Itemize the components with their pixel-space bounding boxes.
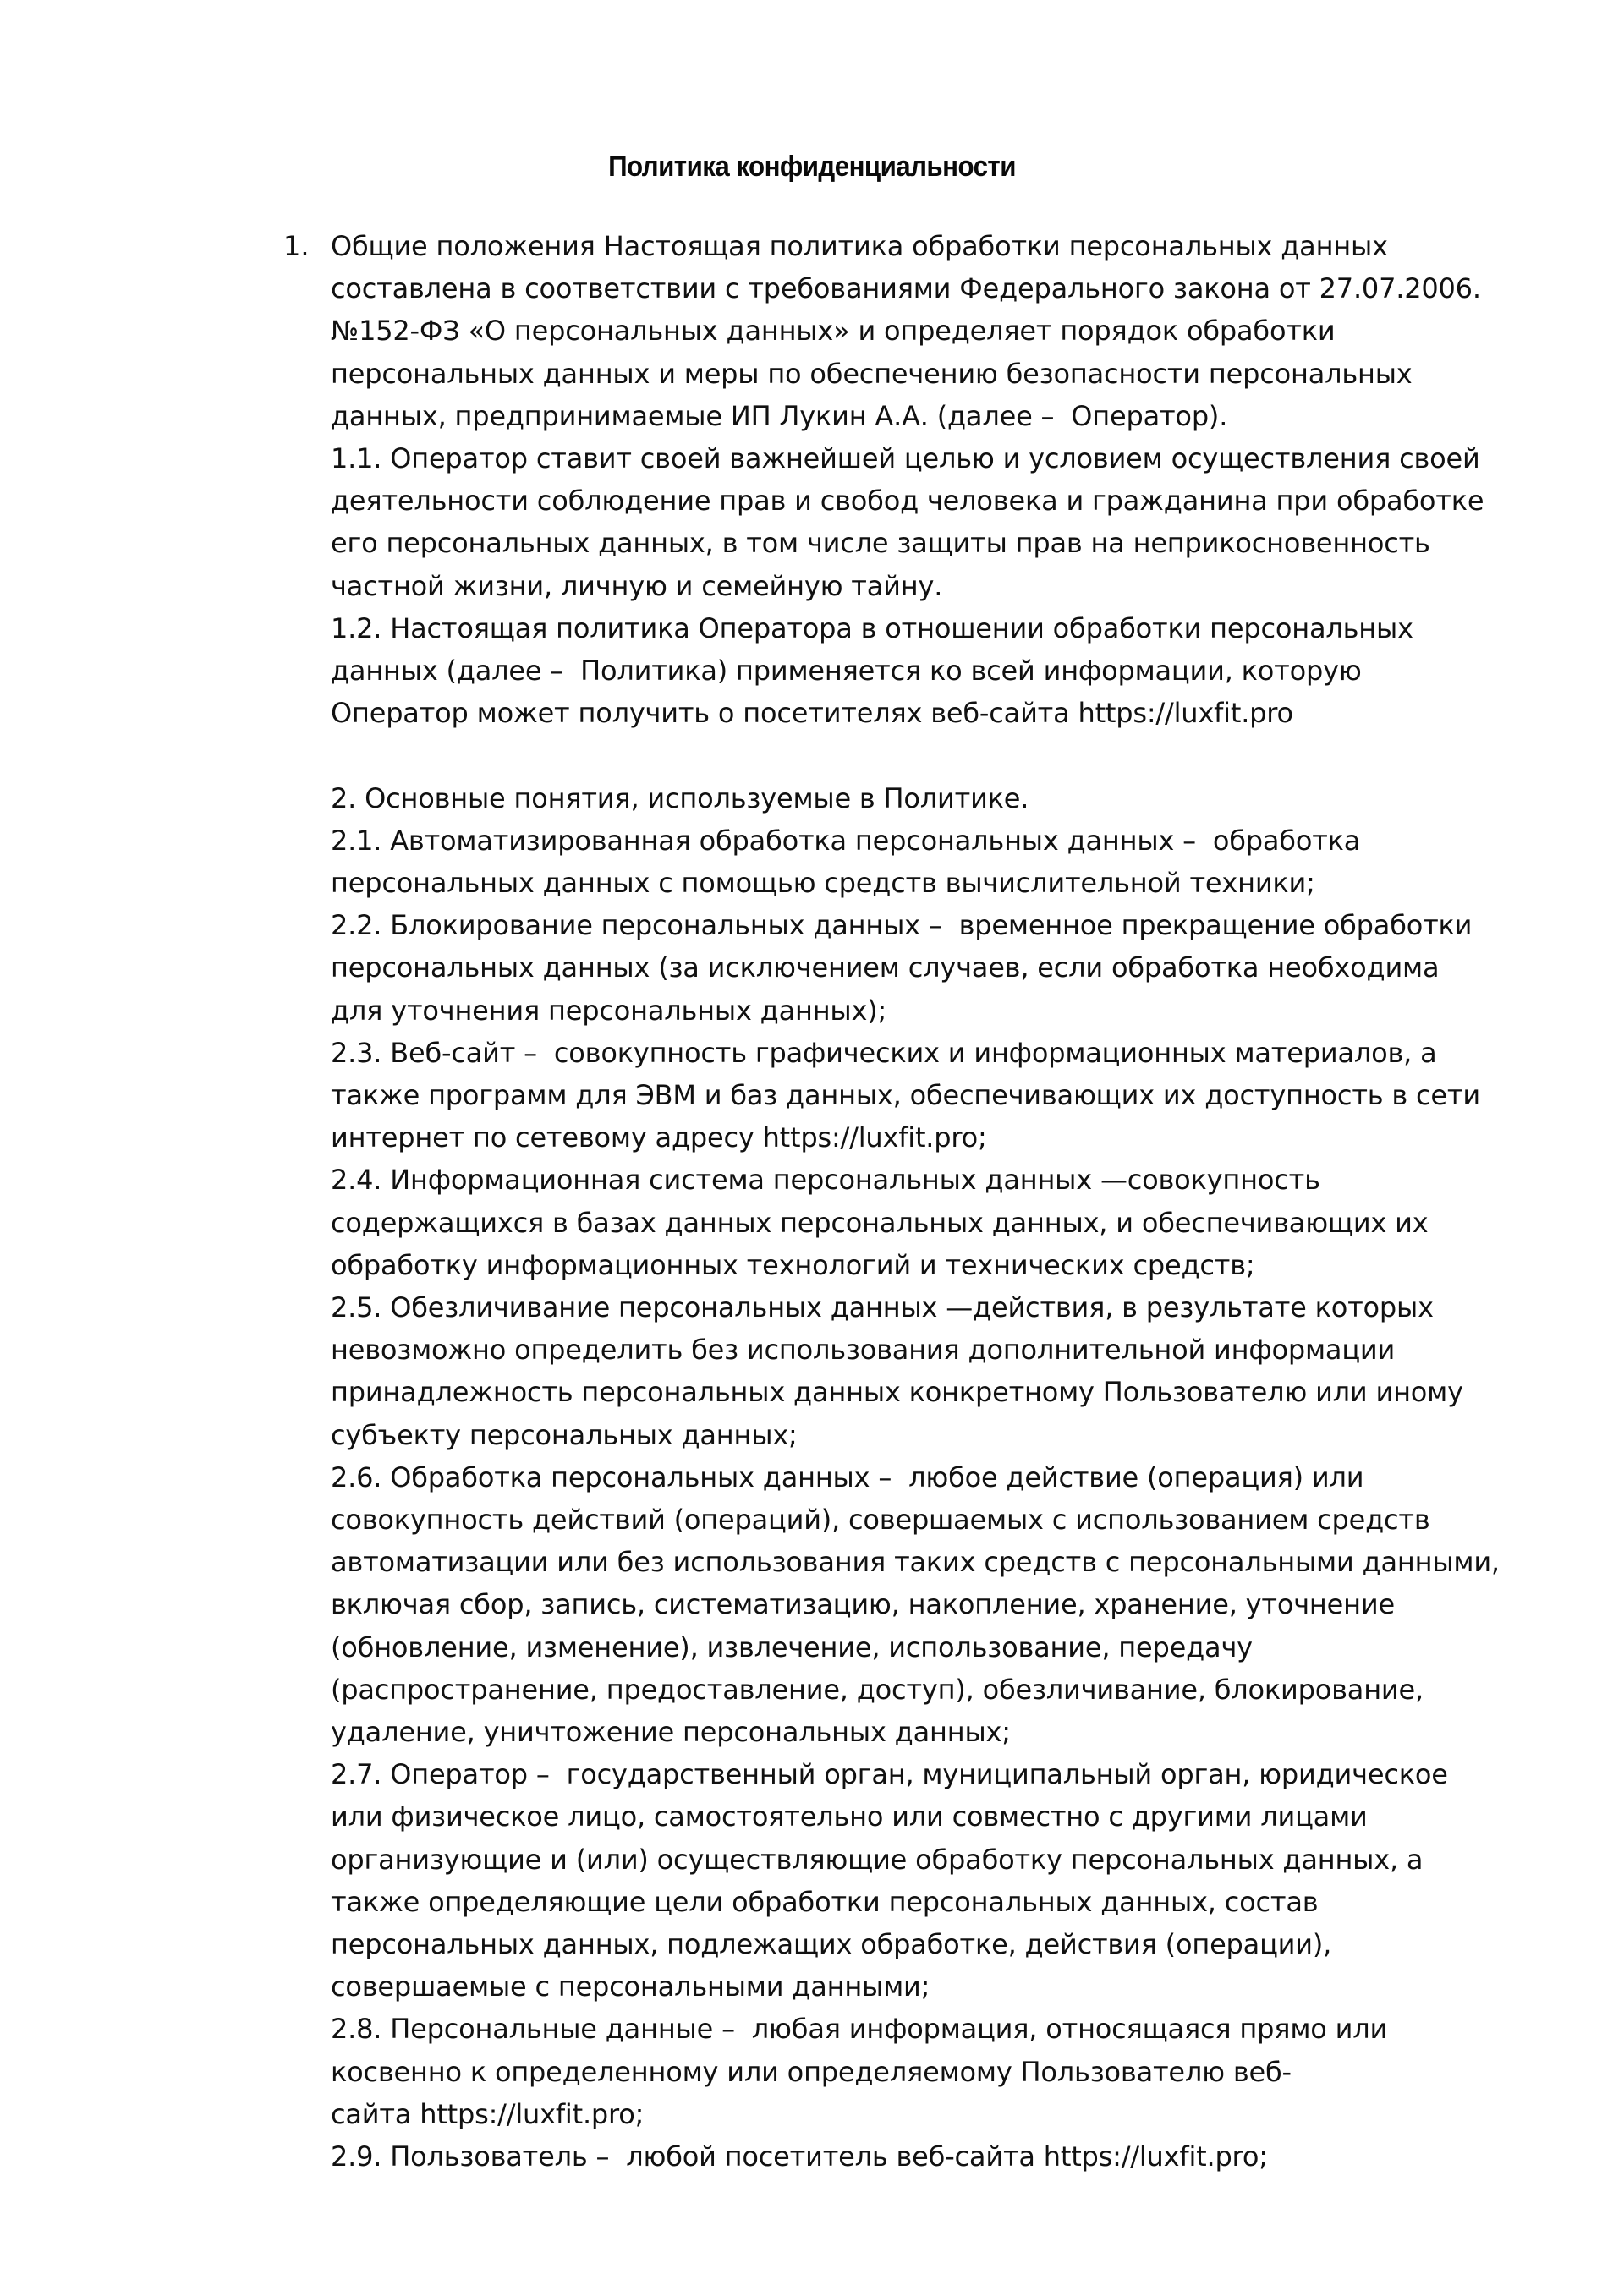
- body-line: содержащихся в базах данных персональных данных, и обеспечивающих их: [331, 1206, 1429, 1239]
- body-line: персональных данных, подлежащих обработке, действия (операции),: [331, 1928, 1332, 1960]
- body-line: автоматизации или без использования таких средств с персональными данными,: [331, 1546, 1500, 1579]
- body-line: 2.1. Автоматизированная обработка персональных данных – обработка: [331, 824, 1361, 857]
- body-line: (распространение, предоставление, доступ), обезличивание, блокирование,: [331, 1673, 1424, 1706]
- body-line: также программ для ЭВМ и баз данных, обеспечивающих их доступность в сети: [331, 1079, 1480, 1111]
- body-line: косвенно к определенному или определяемому Пользователю веб-: [331, 2055, 1292, 2088]
- body-line: 2.7. Оператор – государственный орган, муниципальный орган, юридическое: [331, 1758, 1448, 1791]
- body-line: персональных данных с помощью средств вычислительной техники;: [331, 867, 1315, 899]
- body-line: принадлежность персональных данных конкретному Пользователю или иному: [331, 1376, 1463, 1409]
- body-line: 1.1. Оператор ставит своей важнейшей целью и условием осуществления своей: [331, 442, 1480, 474]
- body-line: Общие положения Настоящая политика обработки персональных данных: [331, 230, 1388, 262]
- body-line: интернет по сетевому адресу https://luxfit.pro;: [331, 1121, 987, 1154]
- body-line: 1.2. Настоящая политика Оператора в отношении обработки персональных: [331, 611, 1413, 644]
- body-line: совершаемые с персональными данными;: [331, 1970, 930, 2003]
- body-line: 2. Основные понятия, используемые в Политике.: [331, 781, 1029, 814]
- body-line: обработку информационных технологий и технических средств;: [331, 1248, 1255, 1281]
- body-line: 2.6. Обработка персональных данных – любое действие (операция) или: [331, 1460, 1364, 1493]
- body-line: данных (далее – Политика) применяется ко всей информации, которую: [331, 655, 1362, 687]
- body-line: 2.3. Веб-сайт – совокупность графических и информационных материалов, а: [331, 1036, 1437, 1069]
- body-line: или физическое лицо, самостоятельно или совместно с другими лицами: [331, 1800, 1368, 1833]
- body-line: организующие и (или) осуществляющие обработку персональных данных, а: [331, 1843, 1424, 1876]
- list-marker: 1.: [283, 230, 310, 262]
- body-line: персональных данных (за исключением случаев, если обработка необходима: [331, 951, 1440, 984]
- document-title: Политика конфиденциальности: [608, 151, 1016, 183]
- body-line: удаление, уничтожение персональных данных;: [331, 1716, 1011, 1748]
- body-line: включая сбор, запись, систематизацию, накопление, хранение, уточнение: [331, 1588, 1395, 1621]
- body-line: для уточнения персональных данных);: [331, 994, 887, 1027]
- body-line: сайта https://luxfit.pro;: [331, 2097, 645, 2130]
- body-line: Оператор может получить о посетителях веб-сайта https://luxfit.pro: [331, 697, 1293, 730]
- body-line: персональных данных и меры по обеспечению безопасности персональных: [331, 357, 1413, 390]
- body-line: деятельности соблюдение прав и свобод человека и гражданина при обработке: [331, 485, 1484, 518]
- body-line: 2.9. Пользователь – любой посетитель веб-сайта https://luxfit.pro;: [331, 2140, 1268, 2173]
- body-line: невозможно определить без использования дополнительной информации: [331, 1334, 1396, 1367]
- body-line: его персональных данных, в том числе защиты прав на неприкосновенность: [331, 527, 1430, 560]
- body-line: 2.4. Информационная система персональных данных —совокупность: [331, 1164, 1320, 1197]
- body-line: субъекту персональных данных;: [331, 1418, 798, 1451]
- body-line: (обновление, изменение), извлечение, использование, передачу: [331, 1630, 1253, 1663]
- body-line: 2.5. Обезличивание персональных данных —действия, в результате которых: [331, 1291, 1434, 1323]
- body-line: данных, предпринимаемые ИП Лукин А.А. (далее – Оператор).: [331, 399, 1228, 432]
- body-line: 2.2. Блокирование персональных данных – временное прекращение обработки: [331, 909, 1473, 942]
- body-line: составлена в соответствии с требованиями Федерального закона от 27.07.2006.: [331, 272, 1481, 305]
- body-line: 2.8. Персональные данные – любая информация, относящаяся прямо или: [331, 2013, 1388, 2046]
- body-line: частной жизни, личную и семейную тайну.: [331, 569, 943, 602]
- body-line: совокупность действий (операций), совершаемых с использованием средств: [331, 1504, 1430, 1536]
- body-line: также определяющие цели обработки персональных данных, состав: [331, 1885, 1319, 1918]
- body-line: №152-ФЗ «О персональных данных» и определяет порядок обработки: [331, 315, 1336, 348]
